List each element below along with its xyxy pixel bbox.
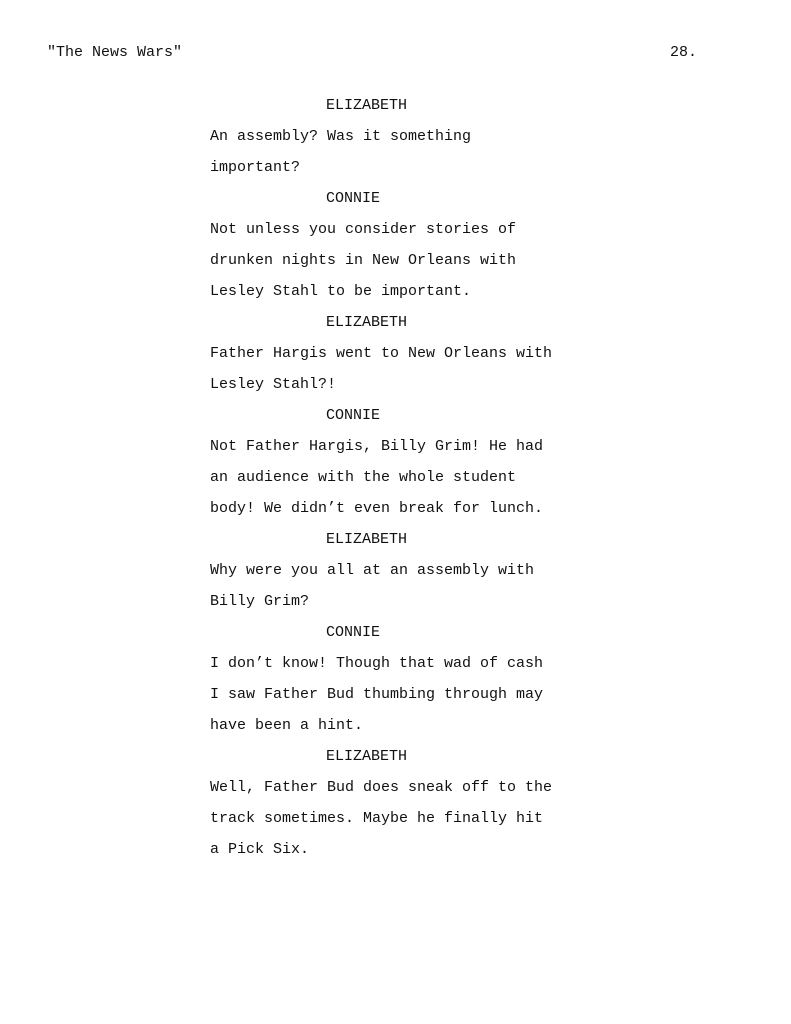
dialogue-line: An assembly? Was it something <box>210 128 472 145</box>
dialogue-line: an audience with the whole student <box>210 469 517 486</box>
dialogue-line: Not unless you consider stories of <box>210 221 517 238</box>
character-name: ELIZABETH <box>326 314 408 331</box>
dialogue-line: Father Hargis went to New Orleans with <box>210 345 553 362</box>
dialogue-line: Well, Father Bud does sneak off to the <box>210 779 553 796</box>
character-name: ELIZABETH <box>326 748 408 765</box>
dialogue-line: important? <box>210 159 301 176</box>
page-number: 28. <box>670 44 698 61</box>
dialogue-block <box>210 90 570 183</box>
character-name: ELIZABETH <box>326 97 408 114</box>
dialogue-line: I don’t know! Though that wad of cash <box>210 655 544 672</box>
dialogue-line: Lesley Stahl?! <box>210 376 337 393</box>
script-body <box>210 90 570 865</box>
dialogue-line: Why were you all at an assembly with <box>210 562 535 579</box>
dialogue-line: Billy Grim? <box>210 593 310 610</box>
character-name: ELIZABETH <box>326 531 408 548</box>
dialogue-block <box>210 617 570 741</box>
dialogue-block <box>210 741 570 865</box>
dialogue-line: have been a hint. <box>210 717 364 734</box>
dialogue-line: Lesley Stahl to be important. <box>210 283 472 300</box>
dialogue-block <box>210 400 570 524</box>
dialogue-line: drunken nights in New Orleans with <box>210 252 517 269</box>
character-name: CONNIE <box>326 190 381 207</box>
dialogue-line: I saw Father Bud thumbing through may <box>210 686 544 703</box>
script-title: "The News Wars" <box>47 44 183 61</box>
character-name: CONNIE <box>326 407 381 424</box>
dialogue-line: track sometimes. Maybe he finally hit <box>210 810 544 827</box>
dialogue-block <box>210 307 570 400</box>
dialogue-line: body! We didn’t even break for lunch. <box>210 500 544 517</box>
character-name: CONNIE <box>326 624 381 641</box>
dialogue-block <box>210 524 570 617</box>
dialogue-line: Not Father Hargis, Billy Grim! He had <box>210 438 544 455</box>
dialogue-line: a Pick Six. <box>210 841 310 858</box>
dialogue-block <box>210 183 570 307</box>
